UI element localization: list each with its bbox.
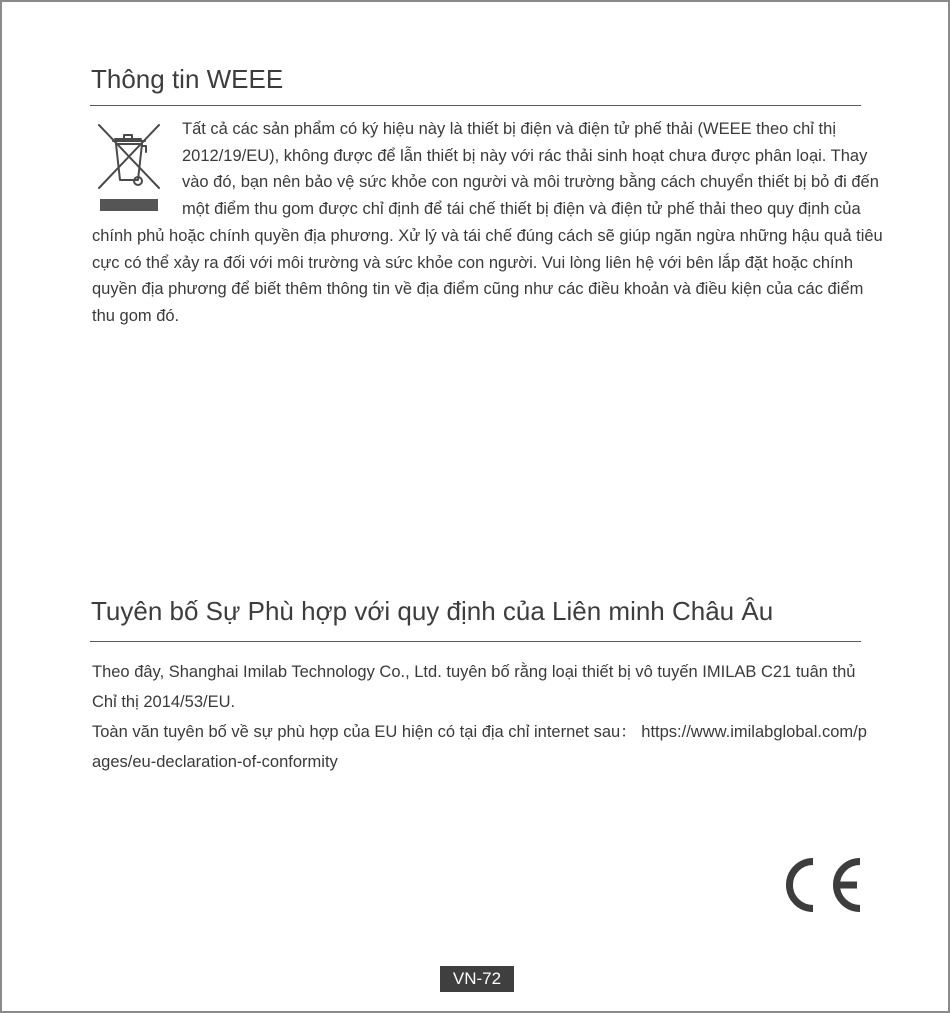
weee-title-divider: [90, 105, 861, 106]
page-number-badge: VN-72: [440, 966, 514, 992]
weee-body-text: [92, 116, 887, 330]
eu-declaration-paragraph-1: Theo đây, Shanghai Imilab Technology Co., Ltd. tuyên bố rằng loại thiết bị vô tuyến IMILAB C21 tuân thủ Chỉ thị 2014/53/EU.: [92, 663, 856, 711]
eu-declaration-body: [92, 657, 867, 777]
eu-declaration-paragraph-2: Toàn văn tuyên bố về sự phù hợp của EU hiện có tại địa chỉ internet sau： https://www.imilabglobal.com/pages/eu-declaration-of-conformity: [92, 723, 867, 771]
ce-mark-icon: [777, 855, 863, 915]
weee-section-title: Thông tin WEEE: [91, 64, 284, 94]
eu-declaration-title: Tuyên bố Sự Phù hợp với quy định của Liên minh Châu Âu: [91, 596, 774, 626]
weee-body-content: Tất cả các sản phẩm có ký hiệu này là thiết bị điện và điện tử phế thải (WEEE theo chỉ thị 2012/19/EU), không được để lẫn thiết bị này với rác thải sinh hoạt chưa được phân loại. Thay vào đó, bạn nên bảo vệ sức khỏe con người và môi trường bằng cách chuyển thiết bị bỏ đi đến một điểm thu gom được chỉ định để tái chế thiết bị điện và điện tử phế thải theo quy định của chính phủ hoặc chính quyền địa phương. Xử lý và tái chế đúng cách sẽ giúp ngăn ngừa những hậu quả tiêu cực có thể xảy ra đối với môi trường và sức khỏe con người. Vui lòng liên hệ với bên lắp đặt hoặc chính quyền địa phương để biết thêm thông tin về địa điểm cũng như các điều khoản và điều kiện của các điểm thu gom đó.: [92, 120, 883, 325]
icon-text-wrap-spacer: [92, 116, 182, 220]
eu-title-divider: [90, 641, 861, 642]
